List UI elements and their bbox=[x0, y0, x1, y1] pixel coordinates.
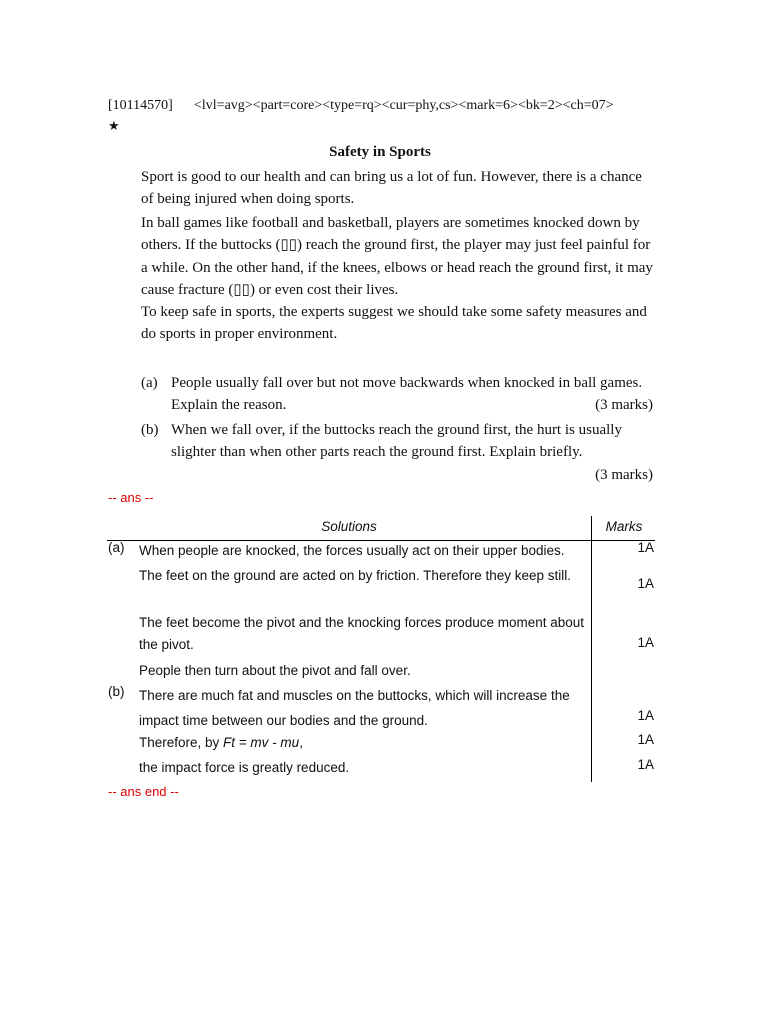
solution-text: Therefore, by bbox=[139, 735, 224, 750]
column-divider bbox=[591, 516, 592, 782]
question-a-label: (a) bbox=[141, 375, 158, 391]
mark-cell: 1A bbox=[637, 708, 654, 723]
passage-paragraph-2: In ball games like football and basketball, players are sometimes knocked down by others. If the buttocks (▯▯) reach the ground first, the player may just feel painful for a while. On the other hand, if the knees, elbows or head reach the ground first, it may cause fracture (▯▯) or even cost their lives. bbox=[141, 215, 653, 298]
question-header bbox=[108, 98, 614, 114]
mark-cell: 1A bbox=[637, 732, 654, 747]
marks-column-header: Marks bbox=[605, 519, 643, 534]
passage-paragraph-3: To keep safe in sports, the experts suggest we should take some safety measures and do sports in proper environment. bbox=[141, 304, 647, 343]
passage-title: Safety in Sports bbox=[329, 144, 431, 160]
row-label-a: (a) bbox=[108, 540, 125, 555]
solution-row bbox=[139, 732, 591, 754]
answer-start-marker: -- ans -- bbox=[108, 490, 154, 505]
solution-row: When people are knocked, the forces usually act on their upper bodies. bbox=[139, 543, 565, 558]
mark-cell: 1A bbox=[637, 635, 654, 650]
question-b-label: (b) bbox=[141, 422, 159, 438]
question-a bbox=[141, 372, 653, 417]
solution-row: People then turn about the pivot and fall over. bbox=[139, 663, 411, 678]
impulse-formula: Ft = mv - mu bbox=[223, 735, 300, 750]
solution-row: The feet on the ground are acted on by friction. Therefore they keep still. bbox=[139, 568, 572, 583]
passage-paragraph-1: Sport is good to our health and can bring us a lot of fun. However, there is a chance of being injured when doing sports. bbox=[141, 169, 642, 208]
question-a-text: People usually fall over but not move backwards when knocked in ball games. Explain the reason. bbox=[171, 375, 643, 414]
question-tags: <lvl=avg><part=core><type=rq><cur=phy,cs><mark=6><bk=2><ch=07> bbox=[194, 98, 614, 113]
solution-row: the impact force is greatly reduced. bbox=[139, 760, 350, 775]
solution-text: , bbox=[299, 735, 303, 750]
solution-row: There are much fat and muscles on the buttocks, which will increase the impact time between our bodies and the ground. bbox=[139, 688, 570, 728]
mark-cell: 1A bbox=[637, 757, 654, 772]
question-b-marks: (3 marks) bbox=[595, 466, 653, 483]
mark-cell: 1A bbox=[637, 576, 654, 591]
solutions-column-header: Solutions bbox=[321, 519, 377, 534]
solutions-table bbox=[107, 516, 655, 782]
row-label-b: (b) bbox=[108, 684, 125, 699]
question-id: [10114570] bbox=[108, 98, 173, 113]
answer-end-marker: -- ans end -- bbox=[108, 784, 179, 799]
question-a-marks: (3 marks) bbox=[595, 397, 653, 414]
mark-cell: 1A bbox=[637, 540, 654, 555]
star-icon: ★ bbox=[108, 118, 120, 133]
solution-row: The feet become the pivot and the knocking forces produce moment about the pivot. bbox=[139, 615, 585, 652]
question-b-text: When we fall over, if the buttocks reach the ground first, the hurt is usually slighter than when other parts reach the ground first. Explain briefly. bbox=[171, 422, 622, 461]
question-b bbox=[141, 419, 653, 486]
